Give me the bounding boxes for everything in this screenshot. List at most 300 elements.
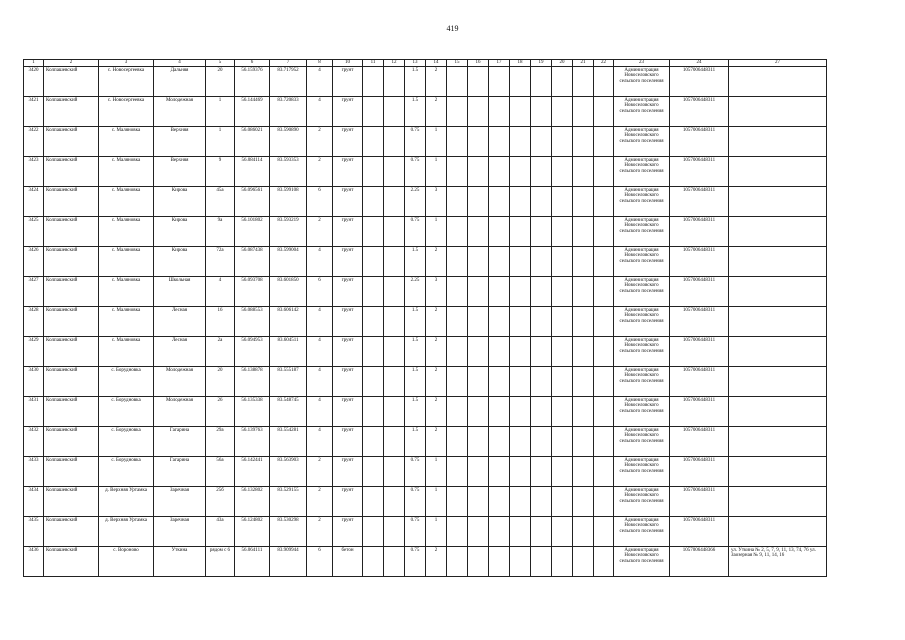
empty-cell [384,517,405,547]
ogrn-cell: 1057006448311 [670,337,729,367]
latitude-cell: 56.094953 [235,337,270,367]
empty-cell [447,397,468,427]
registry-table-container [23,59,827,577]
empty-cell [384,67,405,97]
ogrn-cell: 1057006448311 [670,397,729,427]
area-cell: 2.25 [405,187,426,217]
empty-cell [552,277,573,307]
longitude-cell: 83.593353 [270,157,307,187]
table-row [24,487,827,517]
latitude-cell: 56.084114 [235,157,270,187]
empty-cell [573,247,594,277]
empty-cell [489,307,510,337]
longitude-cell: 83.604511 [270,337,307,367]
empty-cell [531,397,552,427]
empty-cell [573,67,594,97]
count-cell: 6 [307,547,333,577]
empty-cell [468,187,489,217]
district-cell: Колпашевский [44,397,99,427]
empty-cell [363,217,384,247]
empty-cell [468,337,489,367]
empty-cell [468,517,489,547]
served-addresses-cell [729,427,827,457]
empty-cell [531,547,552,577]
surface-cell: грунт [333,307,363,337]
district-cell: Колпашевский [44,217,99,247]
empty-cell [447,247,468,277]
empty-cell [531,337,552,367]
row-number: 3425 [24,217,44,247]
volume-cell: 2 [426,547,447,577]
empty-cell [594,427,614,457]
longitude-cell: 83.717952 [270,67,307,97]
settlement-cell: с. Новосергеевка [99,67,154,97]
street-cell: Молодежная [154,397,206,427]
area-cell: 1.5 [405,97,426,127]
empty-cell [531,157,552,187]
empty-cell [447,307,468,337]
longitude-cell: 83.563903 [270,457,307,487]
column-number-header: 7 [270,60,307,67]
empty-cell [489,547,510,577]
empty-cell [510,367,531,397]
area-cell: 0.75 [405,517,426,547]
row-number: 3432 [24,427,44,457]
column-number-header: 27 [729,60,827,67]
empty-cell [594,487,614,517]
house-cell: 9а [206,217,235,247]
count-cell: 6 [307,277,333,307]
surface-cell: грунт [333,67,363,97]
count-cell: 2 [307,157,333,187]
empty-cell [552,457,573,487]
street-cell: Гагарина [154,427,206,457]
column-number-header: 14 [426,60,447,67]
empty-cell [594,277,614,307]
settlement-cell: с. Маляновка [99,307,154,337]
table-row [24,547,827,577]
street-cell: Верхняя [154,157,206,187]
empty-cell [531,127,552,157]
served-addresses-cell [729,487,827,517]
latitude-cell: 56.101802 [235,217,270,247]
served-addresses-cell [729,247,827,277]
empty-cell [573,487,594,517]
served-addresses-cell [729,337,827,367]
house-cell: 72а [206,247,235,277]
empty-cell [531,457,552,487]
empty-cell [384,547,405,577]
empty-cell [573,457,594,487]
latitude-cell: 56.144469 [235,97,270,127]
row-number: 3430 [24,367,44,397]
ogrn-cell: 1057006448311 [670,247,729,277]
district-cell: Колпашевский [44,307,99,337]
empty-cell [447,157,468,187]
empty-cell [468,67,489,97]
district-cell: Колпашевский [44,67,99,97]
empty-cell [363,307,384,337]
empty-cell [384,127,405,157]
volume-cell: 2 [426,307,447,337]
empty-cell [489,367,510,397]
empty-cell [594,457,614,487]
empty-cell [384,247,405,277]
column-number-header: 6 [235,60,270,67]
area-cell: 0.75 [405,157,426,187]
count-cell: 4 [307,67,333,97]
house-cell: рядом с 6 [206,547,235,577]
column-number-header: 22 [594,60,614,67]
empty-cell [447,517,468,547]
empty-cell [552,307,573,337]
street-cell: Школьная [154,277,206,307]
table-row [24,367,827,397]
street-cell: Верхняя [154,127,206,157]
volume-cell: 2 [426,97,447,127]
longitude-cell: 83.530298 [270,517,307,547]
street-cell: Заречная [154,517,206,547]
volume-cell: 2 [426,67,447,97]
area-cell: 1.5 [405,247,426,277]
owner-cell: Администрация Новоселовского сельского поселения [614,217,670,247]
settlement-cell: с. Борудновка [99,397,154,427]
empty-cell [468,547,489,577]
area-cell: 1.5 [405,307,426,337]
empty-cell [573,307,594,337]
empty-cell [447,457,468,487]
district-cell: Колпашевский [44,157,99,187]
district-cell: Колпашевский [44,427,99,457]
empty-cell [531,247,552,277]
table-row [24,397,827,427]
empty-cell [363,157,384,187]
empty-cell [594,97,614,127]
district-cell: Колпашевский [44,127,99,157]
owner-cell: Администрация Новоселовского сельского поселения [614,247,670,277]
empty-cell [594,127,614,157]
owner-cell: Администрация Новоселовского сельского поселения [614,517,670,547]
empty-cell [594,517,614,547]
empty-cell [363,187,384,217]
surface-cell: грунт [333,337,363,367]
count-cell: 4 [307,397,333,427]
empty-cell [489,487,510,517]
owner-cell: Администрация Новоселовского сельского поселения [614,367,670,397]
ogrn-cell: 1057006448311 [670,67,729,97]
empty-cell [363,277,384,307]
column-number-header: 23 [614,60,670,67]
empty-cell [468,367,489,397]
count-cell: 2 [307,487,333,517]
street-cell: Молодежная [154,367,206,397]
served-addresses-cell [729,127,827,157]
column-number-header: 2 [44,60,99,67]
empty-cell [363,547,384,577]
empty-cell [531,67,552,97]
served-addresses-cell [729,307,827,337]
empty-cell [447,67,468,97]
empty-cell [531,277,552,307]
empty-cell [384,187,405,217]
empty-cell [447,487,468,517]
table-row [24,337,827,367]
empty-cell [363,487,384,517]
empty-cell [468,97,489,127]
served-addresses-cell [729,277,827,307]
volume-cell: 3 [426,187,447,217]
empty-cell [510,67,531,97]
empty-cell [363,517,384,547]
settlement-cell: с. Борудновка [99,367,154,397]
ogrn-cell: 1057006448311 [670,427,729,457]
surface-cell: грунт [333,97,363,127]
longitude-cell: 83.554281 [270,427,307,457]
column-number-header: 24 [670,60,729,67]
surface-cell: грунт [333,217,363,247]
owner-cell: Администрация Новоселовского сельского поселения [614,427,670,457]
empty-cell [552,157,573,187]
row-number: 3426 [24,247,44,277]
empty-cell [552,547,573,577]
longitude-cell: 83.555187 [270,367,307,397]
ogrn-cell: 1057006448311 [670,127,729,157]
column-number-header: 3 [99,60,154,67]
table-row [24,187,827,217]
empty-cell [363,97,384,127]
empty-cell [531,487,552,517]
volume-cell: 1 [426,487,447,517]
empty-cell [573,367,594,397]
empty-cell [384,457,405,487]
row-number: 3423 [24,157,44,187]
empty-cell [594,307,614,337]
row-number: 3431 [24,397,44,427]
owner-cell: Администрация Новоселовского сельского поселения [614,547,670,577]
house-cell: 29а [206,427,235,457]
empty-cell [594,547,614,577]
table-row [24,517,827,547]
empty-cell [531,217,552,247]
district-cell: Колпашевский [44,517,99,547]
volume-cell: 2 [426,247,447,277]
settlement-cell: с. Маляновка [99,277,154,307]
street-cell: Уткина [154,547,206,577]
empty-cell [531,367,552,397]
latitude-cell: 56.132802 [235,487,270,517]
column-number-header: 21 [573,60,594,67]
empty-cell [489,217,510,247]
empty-cell [489,67,510,97]
empty-cell [468,277,489,307]
surface-cell: грунт [333,277,363,307]
table-row [24,457,827,487]
empty-cell [594,337,614,367]
count-cell: 2 [307,457,333,487]
count-cell: 4 [307,307,333,337]
empty-cell [489,427,510,457]
column-number-header: 12 [384,60,405,67]
empty-cell [573,97,594,127]
surface-cell: грунт [333,397,363,427]
served-addresses-cell [729,367,827,397]
empty-cell [384,367,405,397]
row-number: 3434 [24,487,44,517]
ogrn-cell: 1057006448311 [670,457,729,487]
count-cell: 4 [307,247,333,277]
house-cell: 9 [206,157,235,187]
empty-cell [510,97,531,127]
settlement-cell: с. Борудновка [99,457,154,487]
house-cell: 20 [206,67,235,97]
empty-cell [510,427,531,457]
row-number: 3421 [24,97,44,127]
count-cell: 4 [307,367,333,397]
empty-cell [573,187,594,217]
owner-cell: Администрация Новоселовского сельского поселения [614,487,670,517]
table-row [24,97,827,127]
empty-cell [510,247,531,277]
empty-cell [510,517,531,547]
served-addresses-cell [729,187,827,217]
area-cell: 1.5 [405,67,426,97]
longitude-cell: 83.601850 [270,277,307,307]
empty-cell [552,67,573,97]
empty-cell [510,337,531,367]
empty-cell [594,247,614,277]
row-number: 3428 [24,307,44,337]
surface-cell: грунт [333,187,363,217]
area-cell: 1.5 [405,427,426,457]
empty-cell [573,427,594,457]
ogrn-cell: 1057006448311 [670,367,729,397]
settlement-cell: д. Верхняя Уртамка [99,487,154,517]
empty-cell [384,487,405,517]
row-number: 3436 [24,547,44,577]
area-cell: 1.5 [405,367,426,397]
ogrn-cell: 1057006448311 [670,157,729,187]
street-cell: Лесная [154,307,206,337]
row-number: 3429 [24,337,44,367]
row-number: 3424 [24,187,44,217]
longitude-cell: 83.548745 [270,397,307,427]
column-number-header: 15 [447,60,468,67]
empty-cell [447,277,468,307]
settlement-cell: д. Верхняя Уртамка [99,517,154,547]
longitude-cell: 83.599004 [270,247,307,277]
ogrn-cell: 1057006448311 [670,277,729,307]
owner-cell: Администрация Новоселовского сельского поселения [614,337,670,367]
empty-cell [363,457,384,487]
served-addresses-cell [729,517,827,547]
empty-cell [552,217,573,247]
volume-cell: 1 [426,457,447,487]
table-row [24,127,827,157]
street-cell: Заречная [154,487,206,517]
empty-cell [552,97,573,127]
empty-cell [489,397,510,427]
volume-cell: 2 [426,427,447,457]
column-number-header: 17 [489,60,510,67]
empty-cell [447,337,468,367]
district-cell: Колпашевский [44,547,99,577]
count-cell: 6 [307,187,333,217]
volume-cell: 1 [426,217,447,247]
served-addresses-cell [729,67,827,97]
empty-cell [531,517,552,547]
settlement-cell: с. Вороново [99,547,154,577]
house-cell: 4 [206,277,235,307]
latitude-cell: 56.124802 [235,517,270,547]
ogrn-cell: 1057006448311 [670,517,729,547]
house-cell: 1 [206,97,235,127]
column-number-header: 20 [552,60,573,67]
column-number-header: 5 [206,60,235,67]
empty-cell [384,97,405,127]
latitude-cell: 56.159376 [235,67,270,97]
empty-cell [489,187,510,217]
empty-cell [468,487,489,517]
empty-cell [384,277,405,307]
table-row [24,157,827,187]
house-cell: 1 [206,127,235,157]
empty-cell [552,337,573,367]
empty-cell [531,427,552,457]
ogrn-cell: 1057006448311 [670,487,729,517]
latitude-cell: 56.142441 [235,457,270,487]
surface-cell: грунт [333,517,363,547]
surface-cell: грунт [333,427,363,457]
row-number: 3435 [24,517,44,547]
latitude-cell: 56.135338 [235,397,270,427]
owner-cell: Администрация Новоселовского сельского поселения [614,157,670,187]
owner-cell: Администрация Новоселовского сельского поселения [614,457,670,487]
surface-cell: грунт [333,127,363,157]
empty-cell [447,97,468,127]
surface-cell: грунт [333,487,363,517]
column-number-header: 16 [468,60,489,67]
district-cell: Колпашевский [44,187,99,217]
column-number-header: 8 [307,60,333,67]
empty-cell [510,277,531,307]
volume-cell: 3 [426,277,447,307]
longitude-cell: 83.599108 [270,187,307,217]
empty-cell [384,307,405,337]
empty-cell [489,247,510,277]
house-cell: 2а [206,337,235,367]
settlement-cell: с. Маляновка [99,127,154,157]
empty-cell [447,367,468,397]
volume-cell: 2 [426,367,447,397]
table-row [24,277,827,307]
latitude-cell: 56.093708 [235,277,270,307]
column-number-header: 11 [363,60,384,67]
settlement-cell: с. Маляновка [99,187,154,217]
page-number: 419 [446,24,459,33]
registry-table [23,59,827,577]
empty-cell [363,127,384,157]
count-cell: 4 [307,427,333,457]
empty-cell [489,97,510,127]
district-cell: Колпашевский [44,337,99,367]
empty-cell [363,337,384,367]
longitude-cell: 83.593219 [270,217,307,247]
longitude-cell: 83.590890 [270,127,307,157]
empty-cell [552,427,573,457]
column-number-header: 1 [24,60,44,67]
served-addresses-cell: ул. Уткина № 2, 5, 7, 9, 11, 13, 74, 76 ул. Заозерная № 9, 11, 14, 16 [729,547,827,577]
latitude-cell: 56.088553 [235,307,270,337]
